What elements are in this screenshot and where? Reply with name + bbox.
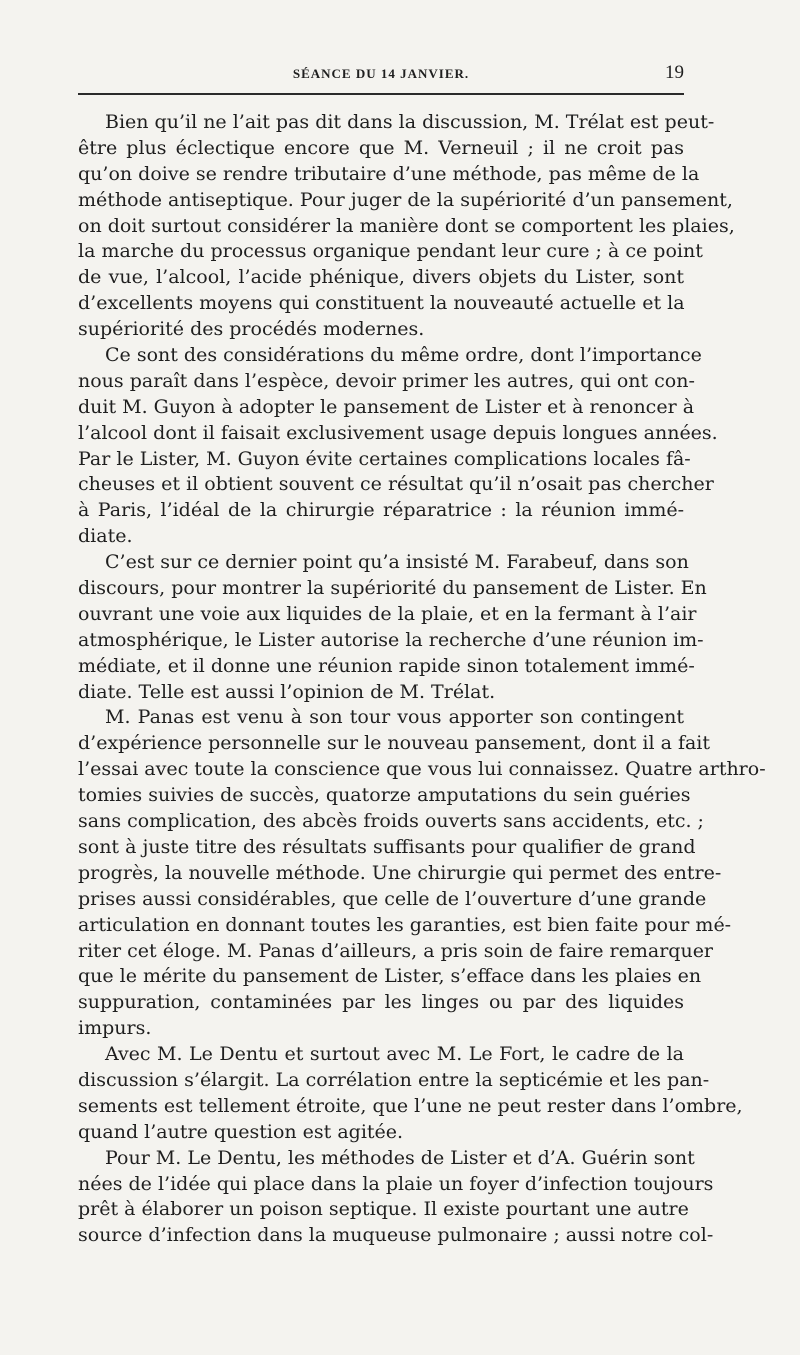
text-line: discussion s’élargit. La corrélation entre la septicémie et les pan- <box>78 1068 710 1091</box>
text-line: Bien qu’il ne l’ait pas dit dans la discussion, M. Trélat est peut- <box>105 111 715 133</box>
text-line: tomies suivies de succès, quatorze amputations du sein guéries <box>78 784 691 807</box>
text-line: que le mérite du pansement de Lister, s’efface dans les plaies en <box>78 965 702 988</box>
text-line: M. Panas est venu à son tour vous apporter son contingent <box>105 706 684 729</box>
text-line: sans complication, des abcès froids ouverts sans accidents, etc. ; <box>78 810 704 833</box>
text-line: quand l’autre question est agitée. <box>78 1120 404 1143</box>
page-number: 19 <box>665 62 684 83</box>
text-line: supériorité des procédés modernes. <box>78 318 425 341</box>
text-line: source d’infection dans la muqueuse pulmonaire ; aussi notre col- <box>78 1224 714 1247</box>
text-line: nées de l’idée qui place dans la plaie un foyer d’infection toujours <box>78 1172 714 1195</box>
paragraph-panas <box>78 705 766 1042</box>
text-line: l’essai avec toute la conscience que vous lui connaissez. Quatre arthro- <box>78 758 766 781</box>
text-line: Par le Lister, M. Guyon évite certaines complications locales fâ- <box>78 447 691 470</box>
paragraph-le-dentu-le-fort <box>78 1042 743 1146</box>
text-line: sont à juste titre des résultats suffisants pour qualifier de grand <box>78 835 696 858</box>
text-line: nous paraît dans l’espèce, devoir primer les autres, qui ont con- <box>78 369 695 392</box>
text-line: duit M. Guyon à adopter le pansement de Lister et à renoncer à <box>78 395 695 418</box>
text-line: riter cet éloge. M. Panas d’ailleurs, a pris soin de faire remarquer <box>78 939 714 962</box>
running-title: SÉANCE DU 14 JANVIER. <box>292 66 470 81</box>
text-line: on doit surtout considérer la manière dont se comportent les plaies, <box>78 214 735 237</box>
paragraph-le-dentu <box>78 1146 714 1250</box>
header-rule <box>78 93 684 95</box>
paragraph-guyon <box>78 343 718 550</box>
text-line: méthode antiseptique. Pour juger de la supériorité d’un pansement, <box>78 188 733 211</box>
text-line: Pour M. Le Dentu, les méthodes de Lister et d’A. Guérin sont <box>105 1146 695 1169</box>
text-line: suppuration, contaminées par les linges ou par des liquides <box>78 991 684 1014</box>
text-line: Ce sont des considérations du même ordre, dont l’importance <box>105 344 702 367</box>
text-line: médiate, et il donne une réunion rapide sinon totalement immé- <box>78 654 695 677</box>
text-line: prêt à élaborer un poison septique. Il existe pourtant une autre <box>78 1198 689 1221</box>
text-line: la marche du processus organique pendant leur cure ; à ce point <box>78 240 703 263</box>
main-text <box>78 110 766 1249</box>
text-line: Avec M. Le Dentu et surtout avec M. Le Fort, le cadre de la <box>105 1043 684 1066</box>
text-line: progrès, la nouvelle méthode. Une chirurgie qui permet des entre- <box>78 861 722 884</box>
text-line: être plus éclectique encore que M. Verneuil ; il ne croit pas <box>78 136 684 159</box>
text-line: l’alcool dont il faisait exclusivement usage depuis longues années. <box>78 421 718 444</box>
text-line: articulation en donnant toutes les garanties, est bien faite pour mé- <box>78 913 732 936</box>
text-line: à Paris, l’idéal de la chirurgie réparatrice : la réunion immé- <box>78 499 684 522</box>
text-line: diate. <box>78 525 133 548</box>
text-line: cheuses et il obtient souvent ce résultat qu’il n’osait pas chercher <box>78 473 714 496</box>
text-line: sements est tellement étroite, que l’une ne peut rester dans l’ombre, <box>78 1094 743 1117</box>
text-line: d’excellents moyens qui constituent la nouveauté actuelle et la <box>78 292 685 315</box>
paragraph-farabeuf <box>78 550 707 705</box>
text-line: atmosphérique, le Lister autorise la recherche d’une réunion im- <box>78 628 704 651</box>
text-line: qu’on doive se rendre tributaire d’une méthode, pas même de la <box>78 162 700 185</box>
paragraph-trelat <box>78 110 735 343</box>
text-line: discours, pour montrer la supériorité du pansement de Lister. En <box>78 577 707 600</box>
text-line: C’est sur ce dernier point qu’a insisté M. Farabeuf, dans son <box>105 551 689 574</box>
text-line: d’expérience personnelle sur le nouveau pansement, dont il a fait <box>78 732 711 755</box>
text-line: prises aussi considérables, que celle de l’ouverture d’une grande <box>78 887 707 910</box>
text-line: de vue, l’alcool, l’acide phénique, divers objets du Lister, sont <box>78 266 684 289</box>
running-head <box>78 60 684 86</box>
text-line: ouvrant une voie aux liquides de la plaie, et en la fermant à l’air <box>78 602 697 625</box>
text-line: impurs. <box>78 1017 152 1040</box>
text-line: diate. Telle est aussi l’opinion de M. Trélat. <box>78 680 496 703</box>
